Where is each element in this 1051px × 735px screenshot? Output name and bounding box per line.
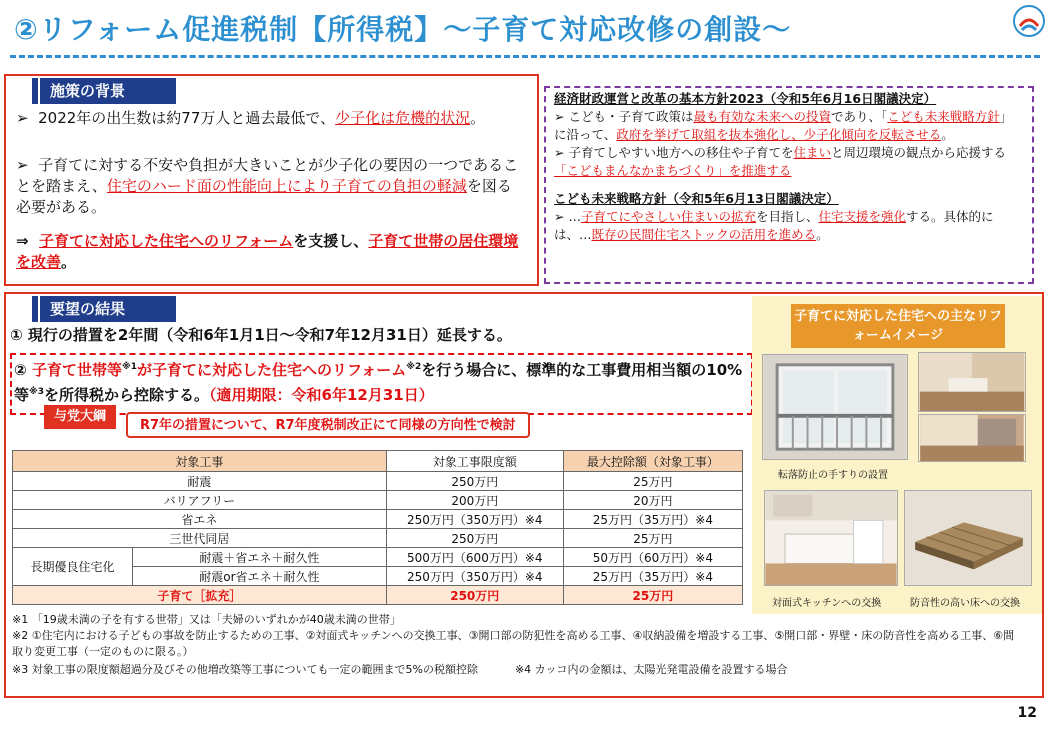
arrow-bullet-icon: ➢ (16, 109, 39, 127)
table-cell: 25万円（35万円）※4 (563, 510, 742, 529)
footnote-3: ※3 対象工事の限度額超過分及びその他増改築等工事についても一定の範囲まで5%の税額控除 (12, 663, 478, 676)
table-cell: 子育て［拡充］ (13, 586, 387, 605)
room-partition-image-2 (918, 414, 1026, 462)
table-header-cell: 対象工事 (13, 451, 387, 472)
title-divider (10, 55, 1040, 58)
implies-arrow-icon: ⇒ (16, 232, 40, 250)
footnote-2: ※2 ①住宅内における子どもの事故を防止するための工事、②対面式キッチンへの交換工事、③開口部の防犯性を高める工事、④収納設備を増設する工事、⑤開口部・界壁・床の防音性を高める工事、⑥間取り変更工事（一定のものに限る。） (12, 629, 1015, 658)
table-group-cell: 長期優良住宅化 (13, 548, 133, 586)
table-cell: 25万円 (563, 529, 742, 548)
page-number: 12 (1017, 705, 1037, 721)
table-row (13, 529, 743, 548)
r7-note: R7年の措置について、R7年度税制改正にて同様の方向性で検討 (126, 412, 530, 438)
policy-3c: を目指し、 (755, 209, 819, 224)
conclusion-emphasis-2: 子育て世帯の居住環境を改善 (16, 232, 519, 271)
yotou-label: 与党大綱 (44, 405, 116, 429)
background-heading-text: 施策の背景 (50, 82, 126, 100)
arrow-bullet-icon: ➢ (16, 156, 39, 174)
reform-image-caption-box: 子育てに対応した住宅への主なリフォームイメージ (791, 304, 1005, 348)
item-2-c: を行う場合に、標準的な工事費用相当額の10%等 (14, 361, 743, 404)
policy-reference-box (544, 86, 1034, 284)
room-partition-image-1 (918, 352, 1026, 412)
bullet-2-emphasis: 住宅のハード面の性能向上により子育ての負担の軽減 (106, 177, 467, 195)
heading-accent (32, 78, 38, 104)
table-row-highlight (13, 586, 743, 605)
photo-caption-railing: 転落防止の手すりの設置 (778, 470, 888, 481)
table-row (13, 472, 743, 491)
table-cell: 25万円（35万円）※4 (563, 567, 742, 586)
table-row (13, 548, 743, 567)
bullet-1-text-c: 。 (470, 109, 486, 127)
table-cell: 25万円 (563, 472, 742, 491)
policy-3g: 。 (816, 227, 829, 242)
table-cell: バリアフリー (13, 491, 387, 510)
table-header-cell: 最大控除額（対象工事） (563, 451, 742, 472)
policy-heading-2: こども未来戦略方針（令和5年6月13日閣議決定） (554, 191, 839, 206)
window-railing-image (762, 354, 908, 460)
result-heading-text: 要望の結果 (50, 300, 126, 318)
table-cell: 200万円 (386, 491, 563, 510)
item-2-sup2: ※2 (406, 362, 422, 372)
policy-1d: こども未来戦略方針 (887, 109, 1000, 124)
policy-2c: と周辺環境の観点から応援する (830, 145, 1006, 160)
heading-accent (32, 296, 38, 322)
kitchen-image (764, 490, 898, 586)
table-cell: 500万円（600万円）※4 (386, 548, 563, 567)
item-2-sup1: ※1 (121, 362, 137, 372)
policy-1e: 」に沿って、 (554, 109, 1013, 142)
item-2-a: 子育て世帯等 (31, 361, 122, 379)
photo-caption-floor: 防音性の高い床への交換 (910, 598, 1020, 609)
table-cell: 耐震 (13, 472, 387, 491)
table-cell: 25万円 (563, 586, 742, 605)
arrow-bullet-icon: ➢ (554, 209, 569, 224)
item-2-sup3: ※3 (29, 387, 45, 397)
policy-heading-1: 経済財政運営と改革の基本方針2023（令和5年6月16日閣議決定） (554, 91, 937, 106)
bullet-2-text-c: を図る必要がある。 (16, 177, 512, 216)
result-item-1: ① 現行の措置を2年間（令和6年1月1日〜令和7年12月31日）延長する。 (10, 326, 512, 344)
policy-1f: 政府を挙げて取組を抜本強化し、少子化傾向を反転させる (616, 127, 942, 142)
background-bullet-2 (16, 155, 526, 218)
table-cell: 250万円（350万円）※4 (386, 567, 563, 586)
bullet-1-emphasis: 少子化は危機的状況 (335, 109, 471, 127)
deduction-table (12, 450, 743, 605)
item-2-number: ② (14, 361, 27, 379)
background-heading (40, 78, 176, 104)
policy-2a: 子育てしやすい地方への移住や子育てを (568, 145, 794, 160)
arrow-bullet-icon: ➢ (554, 109, 569, 124)
policy-2b: 住まい (793, 145, 831, 160)
arrow-bullet-icon: ➢ (554, 145, 569, 160)
table-cell: 250万円 (386, 529, 563, 548)
table-cell: 20万円 (563, 491, 742, 510)
policy-bullet-1 (554, 108, 1024, 144)
item-2-deadline: （適用期限：令和6年12月31日） (209, 386, 434, 404)
policy-1c: であり、「 (830, 109, 888, 124)
ministry-logo-icon (1012, 4, 1046, 38)
table-row (13, 510, 743, 529)
table-header-row (13, 451, 743, 472)
item-2-d: を所得税から控除する。 (44, 386, 210, 404)
footnotes (12, 612, 1032, 678)
footnote-4: ※4 カッコ内の金額は、太陽光発電設備を設置する場合 (514, 663, 788, 676)
table-cell: 250万円 (386, 472, 563, 491)
table-row (13, 491, 743, 510)
table-cell: 耐震or省エネ＋耐久性 (133, 567, 387, 586)
table-cell: 250万円（350万円）※4 (386, 510, 563, 529)
conclusion-emphasis-1: 子育てに対応した住宅へのリフォーム (39, 232, 294, 250)
table-header-cell: 対象工事限度額 (386, 451, 563, 472)
bullet-2-text-a: 子育てに対する不安や負担が大きいことが少子化の要因の一つであることを踏まえ、 (16, 156, 519, 195)
policy-1b: 最も有効な未来への投資 (693, 109, 831, 124)
footnote-3-4 (12, 662, 1032, 678)
footnote-1: ※1 「19歳未満の子を有する世帯」又は「夫婦のいずれかが40歳未満の世帯」 (12, 613, 401, 626)
table-cell: 三世代同居 (13, 529, 387, 548)
policy-1g: 。 (941, 127, 954, 142)
table-cell: 省エネ (13, 510, 387, 529)
policy-bullet-3 (554, 208, 1024, 244)
soundproof-floor-image (904, 490, 1032, 586)
conclusion-text-d: 。 (61, 253, 77, 271)
policy-3e: する。具体的には、… (554, 209, 994, 242)
policy-bullet-2 (554, 144, 1024, 180)
table-cell: 耐震＋省エネ＋耐久性 (133, 548, 387, 567)
table-cell: 250万円 (386, 586, 563, 605)
photo-caption-kitchen: 対面式キッチンへの交換 (772, 598, 882, 609)
policy-3a: … (568, 209, 581, 224)
background-bullet-1 (16, 108, 516, 129)
policy-2d: 「こどもまんなかまちづくり」を推進する (554, 163, 792, 178)
policy-3b: 子育てにやさしい住まいの拡充 (580, 209, 756, 224)
bullet-1-text-a: 2022年の出生数は約77万人と過去最低で、 (38, 109, 336, 127)
policy-3f: 既存の民間住宅ストックの活用を進める (591, 227, 817, 242)
policy-3d: 住宅支援を強化 (818, 209, 906, 224)
table-cell: 50万円（60万円）※4 (563, 548, 742, 567)
result-heading (40, 296, 176, 322)
item-2-b: が子育てに対応した住宅へのリフォーム (136, 361, 407, 379)
page-title: ②リフォーム促進税制【所得税】〜子育て対応改修の創設〜 (14, 13, 792, 46)
policy-1a: こども・子育て政策は (568, 109, 694, 124)
background-conclusion (16, 231, 526, 273)
result-item-2 (14, 356, 749, 406)
conclusion-text-b: を支援し、 (293, 232, 369, 250)
